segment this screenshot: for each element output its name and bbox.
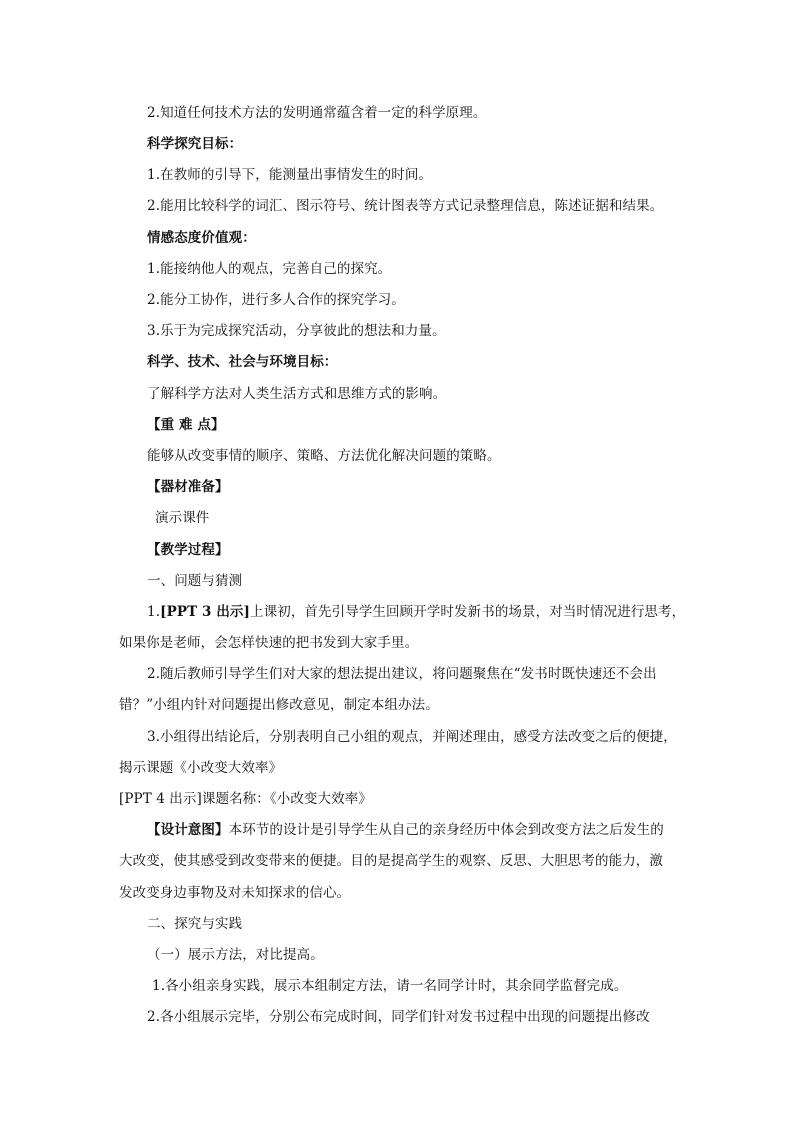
ppt-3-tag: [PPT 3 出示]: [160, 604, 251, 620]
inquiry-goal-2: 2.能用比较科学的词汇、图示符号、统计图表等方式记录整理信息，陈述证据和结果。: [147, 198, 664, 214]
key-points-text: 能够从改变事情的顺序、策略、方法优化解决问题的策略。: [147, 448, 501, 464]
step-2-line-2: 错？”小组内针对问题提出修改意见，制定本组办法。: [119, 697, 439, 713]
ppt-4-line: [PPT 4 出示]课题名称：《小改变大效率》: [119, 791, 372, 807]
step-1-text: 上课初，首先引导学生回顾开学时发新书的场景，对当时情况进行思考，: [250, 604, 686, 620]
part-two-heading: 二、探究与实践: [147, 916, 243, 932]
design-intent-line-3: 发改变身边事物及对未知探求的信心。: [119, 885, 351, 901]
step-1-number: 1.: [147, 604, 161, 620]
attitude-goal-3: 3.乐于为完成探究活动，分享彼此的想法和力量。: [147, 323, 446, 339]
section-heading-inquiry-goals: 科学探究目标：: [147, 136, 243, 152]
attitude-goal-1: 1.能接纳他人的观点，完善自己的探究。: [147, 261, 392, 277]
materials-text: 演示课件: [155, 510, 210, 526]
step-1-line-1: [147, 602, 685, 622]
section-heading-process: 【教学过程】: [147, 542, 229, 558]
part-one-heading: 一、问题与猜测: [147, 573, 243, 589]
sts-goal: 了解科学方法对人类生活方式和思维方式的影响。: [147, 386, 447, 402]
subsection-one-heading: （一）展示方法，对比提高。: [147, 947, 324, 963]
section-heading-key-points: 【重 难 点】: [147, 417, 225, 433]
step-1-line-2: 如果你是老师，会怎样快速的把书发到大家手里。: [119, 635, 419, 651]
design-intent-text: 本环节的设计是引导学生从自己的亲身经历中体会到改变方法之后发生的: [228, 822, 664, 838]
practice-step-1: 1.各小组亲身实践，展示本组制定方法，请一名同学计时，其余同学监督完成。: [152, 978, 628, 994]
practice-step-2: 2.各小组展示完毕，分别公布完成时间，同学们针对发书过程中出现的问题提出修改: [147, 1009, 650, 1025]
design-intent-line-2: 大改变，使其感受到改变带来的便捷。目的是提高学生的观察、反思、大胆思考的能力，激: [119, 853, 663, 869]
step-3-line-1: 3.小组得出结论后，分别表明自己小组的观点，并阐述理由，感受方法改变之后的便捷，: [147, 729, 677, 745]
step-2-line-1: 2.随后教师引导学生们对大家的想法提出建议，将问题聚焦在“发书时既快速还不会出: [147, 666, 657, 682]
design-intent-tag: 【设计意图】: [147, 822, 229, 838]
step-3-line-2: 揭示课题《小改变大效率》: [119, 760, 283, 776]
objective-line-2: 2.知道任何技术方法的发明通常蕴含着一定的科学原理。: [147, 105, 487, 121]
inquiry-goal-1: 1.在教师的引导下，能测量出事情发生的时间。: [147, 167, 433, 183]
section-heading-materials: 【器材准备】: [147, 479, 229, 495]
attitude-goal-2: 2.能分工协作，进行多人合作的探究学习。: [147, 292, 405, 308]
section-heading-sts-goals: 科学、技术、社会与环境目标：: [147, 354, 338, 370]
section-heading-attitudes: 情感态度价值观：: [147, 230, 256, 246]
design-intent-line-1: [147, 820, 664, 840]
